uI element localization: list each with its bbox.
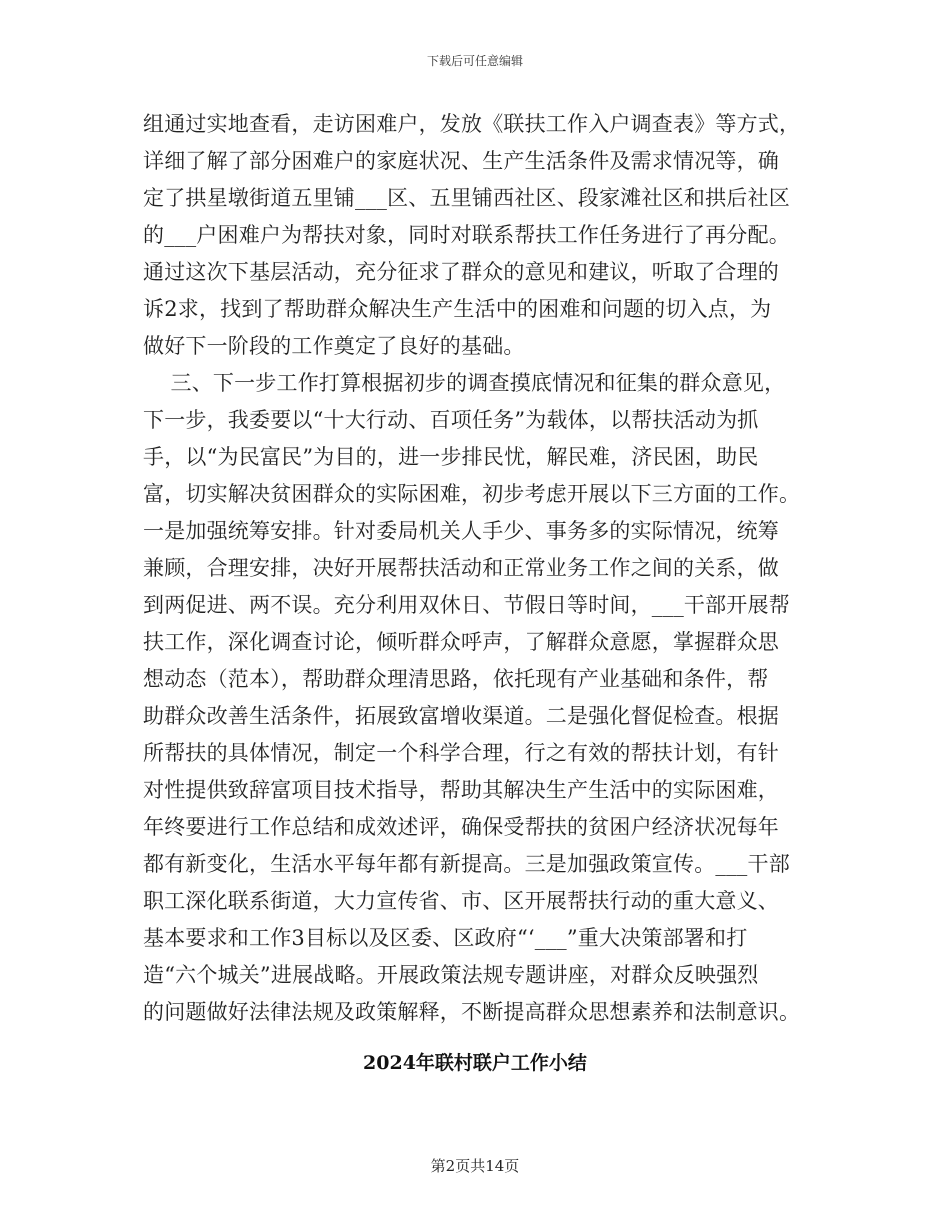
text-line: 做好下一阶段的工作奠定了良好的基础。 (143, 334, 525, 358)
text-line: 的问题做好法律法规及政策解释，不断提高群众思想素养和法制意识。 (143, 1000, 801, 1024)
text-line: 造“六个城关”进展战略。开展政策法规专题讲座，对群众反映强烈 (143, 963, 759, 987)
text-line: 想动态（范本），帮助群众理清思路，依托现有产业基础和条件，帮 (143, 667, 769, 691)
text-line: 三、下一步工作打算根据初步的调查摸底情况和征集的群众意见， (143, 371, 786, 395)
text-line: 对性提供致辞富项目技术指导，帮助其解决生产生活中的实际困难， (143, 778, 779, 802)
text-line: 组通过实地查看，走访困难户，发放《联扶工作入户调查表》等方式， (143, 112, 801, 136)
text-line: 所帮扶的具体情况，制定一个科学合理，行之有效的帮扶计划，有针 (143, 741, 779, 765)
section-title: 2024年联村联户工作小结 (363, 1052, 587, 1074)
text-line: 兼顾，合理安排，决好开展帮扶活动和正常业务工作之间的关系，做 (143, 556, 779, 580)
text-line: 下一步，我委要以“十大行动、百项任务”为载体，以帮扶活动为抓 (143, 408, 759, 432)
body-text (143, 106, 815, 1031)
text-line: 都有新变化，生活水平每年都有新提高。三是加强政策宣传。___干部 (143, 852, 790, 876)
text-line: 一是加强统筹安排。针对委局机关人手少、事务多的实际情况，统筹 (143, 519, 779, 543)
text-line: 年终要进行工作总结和成效述评，确保受帮扶的贫困户经济状况每年 (143, 815, 779, 839)
text-line: 诉2求，找到了帮助群众解决生产生活中的困难和问题的切入点，为 (143, 297, 772, 321)
text-line: 手，以“为民富民”为目的，进一步排民忧，解民难，济民困，助民 (143, 445, 759, 469)
text-line: 基本要求和工作3目标以及区委、区政府“‘___”重大决策部署和打 (143, 926, 748, 950)
text-line: 职工深化联系街道，大力宣传省、市、区开展帮扶行动的重大意义、 (143, 889, 779, 913)
text-line: 扶工作，深化调查讨论，倾听群众呼声，了解群众意愿，掌握群众思 (143, 630, 779, 654)
text-line: 定了拱星墩街道五里铺___区、五里铺西社区、段家滩社区和拱后社区 (143, 186, 790, 210)
text-line: 富，切实解决贫困群众的实际困难，初步考虑开展以下三方面的工作。 (143, 482, 801, 506)
text-line: 详细了解了部分困难户的家庭状况、生产生活条件及需求情况等，确 (143, 149, 779, 173)
page-header-note: 下载后可任意编辑 (426, 54, 523, 68)
text-line: 的___户困难户为帮扶对象，同时对联系帮扶工作任务进行了再分配。 (143, 223, 790, 247)
text-line: 助群众改善生活条件，拓展致富增收渠道。二是强化督促检查。根据 (143, 704, 779, 728)
text-line: 到两促进、两不误。充分利用双休日、节假日等时间，___干部开展帮 (143, 593, 790, 617)
text-line: 通过这次下基层活动，充分征求了群众的意见和建议，听取了合理的 (143, 260, 779, 284)
page-number: 第2页共14页 (430, 1157, 520, 1175)
